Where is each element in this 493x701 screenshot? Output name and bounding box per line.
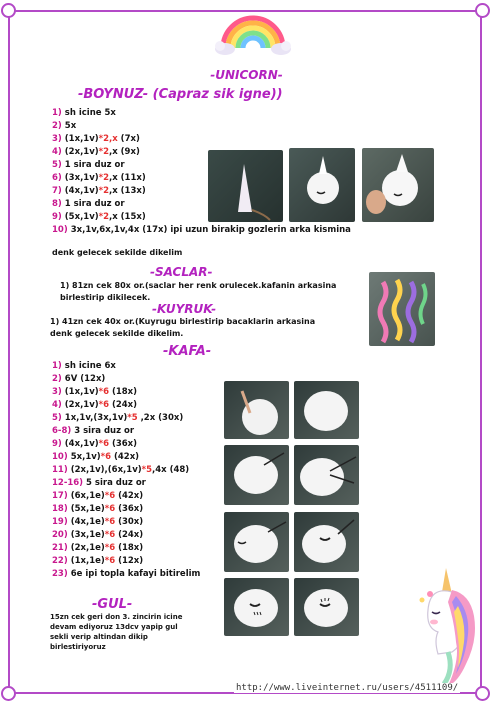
flower-line: 15zn cek geri don 3. zincirin icine [50,613,183,621]
tail-line-2: denk gelecek sekilde dikelim. [50,329,184,338]
section-title-flower: -GUL- [92,597,133,612]
step-text: (24x) [115,530,144,540]
head-photo-2 [294,381,359,439]
step-text: (1x,1v) [64,387,99,397]
step-text: (36x) [115,504,144,514]
step-text: (2x,1v) [64,147,99,157]
section-title-head: -KAFA- [163,344,212,359]
step-number: 11) [52,465,68,475]
step-multiplier: *6 [100,452,112,462]
step-number: 22) [52,556,68,566]
step-text: ,x (9x) [109,147,140,157]
step-text: (1x,1e) [70,556,105,566]
step-item [52,412,200,425]
head-steps-list [52,360,200,581]
step-item [52,399,200,412]
step-number: 17) [52,491,68,501]
head-photo-5 [224,512,289,572]
step-multiplier: *5 [141,465,152,475]
step-item [52,542,200,555]
step-multiplier: *6 [98,387,109,397]
step-text: (24x) [109,400,138,410]
step-number: 5) [52,160,62,170]
step-number: 6-8) [52,426,72,436]
step-text: 5x,1v) [70,452,101,462]
step-number: 1) [52,108,62,118]
step-text: 6V (12x) [64,374,106,384]
step-item [52,438,200,451]
step-text: 6e ipi topla kafayi bitirelim [70,569,201,579]
step-number: 9) [52,212,62,222]
step-text: (3x,1e) [70,530,105,540]
hair-instructions [60,280,336,304]
step-number: 2) [52,121,62,131]
step-text: (4x,1v) [64,186,99,196]
step-text: 5x [64,121,77,131]
step-item [52,555,200,568]
hair-photo [369,272,435,346]
step-item [52,360,200,373]
step-text: 1 sira duz or [64,199,125,209]
step-text: (18x) [115,543,144,553]
step-number: 2) [52,374,62,384]
step-text: (5x,1e) [70,504,105,514]
step-number: 21) [52,543,68,553]
tail-line-1: 1) 41zn cek 40x or.(Kuyrugu birlestirip bacaklarin arkasina [50,317,316,326]
horn-photo-2 [289,148,355,222]
step-item [52,503,200,516]
step-number: 3) [52,387,62,397]
horn-photo-1 [208,150,283,222]
flower-line: devam ediyoruz 13dcv yapip gul [50,623,178,631]
step-multiplier: *6 [104,556,116,566]
step-text: ,x (13x) [109,186,146,196]
step-item [52,451,200,464]
step-text: (6x,1e) [70,491,105,501]
step-number: 19) [52,517,68,527]
head-photo-6 [294,512,359,572]
head-photo-7 [224,578,289,636]
step-number: 5) [52,413,62,423]
section-title-tail: -KUYRUK- [152,302,217,316]
step-number: 4) [52,147,62,157]
step-text: ,x (11x) [109,173,146,183]
step-text: ,2x (30x) [137,413,184,423]
step-text: (36x) [109,439,138,449]
section-title-hair: -SACLAR- [150,265,213,279]
step-number: 10) [52,452,68,462]
step-text: (42x) [115,491,144,501]
step-multiplier: *2 [98,173,109,183]
head-photo-1 [224,381,289,439]
head-photo-8 [294,578,359,636]
head-photo-4 [294,445,359,505]
step-text: 5 sira duz or [86,478,146,488]
step-number: 20) [52,530,68,540]
step-text: (2x,1v) [64,400,99,410]
step-text: (30x) [115,517,144,527]
step-number: 23) [52,569,68,579]
flower-line: sekli verip altindan dikip [50,633,148,641]
unicorn-icon [408,560,478,688]
step-item [52,464,200,477]
step-item [52,120,351,133]
step-text: sh icine 5x [64,108,116,118]
step-text: 1 sira duz or [64,160,125,170]
step-multiplier: *6 [104,543,116,553]
step-text: 3x,1v,6x,1v,4x (17x) ipi uzun birakip gozlerin arka kismina [70,225,351,235]
step-multiplier: *2,x [98,134,118,144]
head-photo-3 [224,445,289,505]
frame-corner-ornament [475,3,490,18]
step-multiplier: *6 [104,491,116,501]
flower-line: birlestiriyoruz [50,643,106,651]
step-text: 1x,1v,(3x,1v) [64,413,128,423]
hair-line-2: birlestirip dikilecek. [60,293,151,302]
tail-instructions [50,316,315,340]
section-title-horn: -BOYNUZ- (Capraz sik igne)) [78,87,283,102]
step-text: (12x) [115,556,144,566]
step-multiplier: *6 [98,400,109,410]
step-multiplier: *6 [104,517,116,527]
step-item [52,568,200,581]
flower-instructions [50,612,182,652]
step-item [52,373,200,386]
rainbow-icon [213,2,293,58]
step-text: (2x,1e) [70,543,105,553]
step-number: 7) [52,186,62,196]
page-title: -UNICORN- [210,68,283,82]
step-item [52,477,200,490]
step-multiplier: *6 [98,439,109,449]
step-text: 3 sira duz or [74,426,135,436]
footer-url[interactable]: http://www.liveinternet.ru/users/4511109/ [236,683,459,693]
step-number: 3) [52,134,62,144]
step-item [52,224,351,237]
step-item [52,386,200,399]
step-item [52,425,200,438]
step-text: ,x (15x) [109,212,146,222]
step-multiplier: *5 [127,413,138,423]
step-item [52,529,200,542]
step-number: 9) [52,439,62,449]
step-text: (1x,1v) [64,134,99,144]
step-text: (4x,1v) [64,439,99,449]
step-item [52,490,200,503]
step-number: 6) [52,173,62,183]
step-text: (7x) [117,134,140,144]
step-number: 8) [52,199,62,209]
step-number: 12-16) [52,478,84,488]
horn-photo-3 [362,148,434,222]
step-number: 4) [52,400,62,410]
step-multiplier: *2 [98,186,109,196]
step-number: 1) [52,361,62,371]
step-multiplier: *6 [104,504,116,514]
step-item [52,107,351,120]
step-text: (3x,1v) [64,173,99,183]
step-multiplier: *2 [98,212,109,222]
step-multiplier: *2 [98,147,109,157]
step-text: ,4x (48) [151,465,190,475]
step-multiplier: *6 [104,530,116,540]
step-text: (2x,1v),(6x,1v) [70,465,142,475]
frame-corner-ornament [1,3,16,18]
step-text: sh icine 6x [64,361,116,371]
step-number: 10) [52,225,68,235]
horn-note: denk gelecek sekilde dikelim [52,248,183,257]
step-text: (5x,1v) [64,212,99,222]
step-item [52,516,200,529]
step-item [52,133,351,146]
step-number: 18) [52,504,68,514]
step-text: (18x) [109,387,138,397]
hair-line-1: 1) 81zn cek 80x or.(saclar her renk orulecek.kafanin arkasina [60,281,337,290]
step-text: (42x) [111,452,140,462]
step-text: (4x,1e) [70,517,105,527]
